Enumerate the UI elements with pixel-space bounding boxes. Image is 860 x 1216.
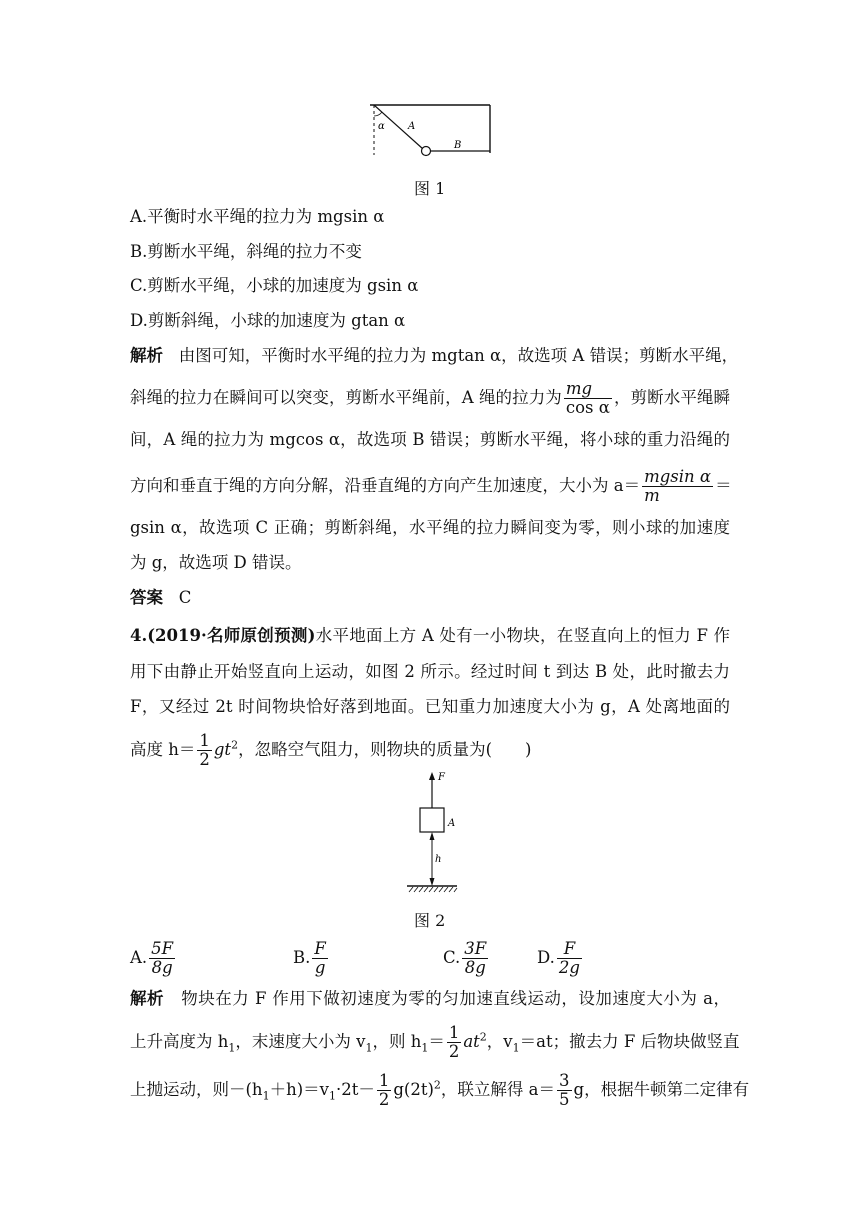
analysis-2-line-1: 解析 物块在力 F 作用下做初速度为零的匀加速直线运动，设加速度大小为 a，: [130, 989, 730, 1008]
label-f: F: [438, 772, 445, 783]
analysis-1-line-2: 斜绳的拉力在瞬间可以突变，剪断水平绳前，A 绳的拉力为 $\frac{mg}{\text{cos α}}$ ，剪断水平绳瞬: [130, 379, 730, 417]
analysis-1-line-6: 为 g，故选项 D 错误。: [130, 553, 302, 572]
analysis-1-line-5: gsin α，故选项 C 正确；剪断斜绳，水平绳的拉力瞬间变为零，则小球的加速度: [130, 518, 730, 537]
question-4-line-2: 用下由静止开始竖直向上运动，如图 2 所示。经过时间 t 到达 B 处，此时撤去力: [130, 662, 730, 681]
label-a: A: [448, 818, 456, 829]
analysis-1-line-1: 解析 由图可知，平衡时水平绳的拉力为 mgtan α，故选项 A 错误；剪断水平绳，: [130, 346, 739, 365]
alpha-label: α: [378, 121, 385, 132]
option-b: B.剪断水平绳，斜绳的拉力不变: [130, 242, 362, 261]
figure-1-caption: 图 1: [414, 179, 446, 198]
option-d: D.剪断斜绳，小球的加速度为 gtan α: [130, 311, 406, 330]
option-b: B. $\frac{F}{g}$: [293, 939, 326, 977]
option-d: D. $\frac{F}{2g}$: [537, 939, 580, 977]
label-b: B: [454, 140, 462, 151]
analysis-1-line-3: 间，A 绳的拉力为 mgcos α，故选项 B 错误；剪断水平绳，将小球的重力沿绳的: [130, 430, 730, 449]
analysis-1-line-4: 方向和垂直于绳的方向分解，沿垂直绳的方向产生加速度，大小为 a＝ $\frac{\text{mgsin α}}{m}$ ＝: [130, 467, 732, 505]
option-c: C. $\frac{3F}{8g}$: [443, 939, 487, 977]
option-a: A.平衡时水平绳的拉力为 mgsin α: [130, 207, 385, 226]
option-a: A. $\frac{5F}{8g}$: [130, 939, 174, 977]
question-4-line-3: F，又经过 2t 时间物块恰好落到地面。已知重力加速度大小为 g，A 处离地面的: [130, 697, 730, 716]
answer-label: 答案: [130, 588, 163, 607]
analysis-label: 解析: [130, 346, 163, 365]
figure-2-diagram: [402, 770, 462, 896]
figure-1-diagram: [362, 100, 497, 162]
question-4-line-4: 高度 h＝ $\frac{1}{2}$ $gt^2$，忽略空气阻力，则物块的质量为( ): [130, 731, 532, 769]
option-c: C.剪断水平绳，小球的加速度为 gsin α: [130, 276, 419, 295]
question-number: 4.(2019·名师原创预测): [130, 626, 316, 645]
fraction: $\frac{mg}{\text{cos α}}$: [565, 379, 610, 417]
figure-2-caption: 图 2: [414, 911, 446, 930]
label-a: A: [408, 121, 416, 132]
answer-line: [130, 586, 730, 610]
question-4-line-1: 4.(2019·名师原创预测)水平地面上方 A 处有一小物块，在竖直向上的恒力 F 作: [130, 626, 730, 645]
label-h: h: [435, 854, 442, 865]
analysis-label: 解析: [130, 989, 165, 1008]
analysis-2-line-2: 上升高度为 $h_1$，末速度大小为 $v_1$，则 $h_1=$ $\frac{1}{2}$ $at^2$，$v_1=at$；撤去力 F 后物块做竖直: [130, 1023, 740, 1061]
answer-value: C: [178, 588, 192, 607]
fraction: $\frac{\text{mgsin α}}{m}$: [644, 467, 712, 505]
analysis-2-line-3: 上抛运动，则$-(h_1+h)=v_1\cdot 2t-$ $\frac{1}{2}$ $g(2t)^2$，联立解得 a＝ $\frac{3}{5}$ g，根据牛顿第二定律有: [130, 1071, 750, 1109]
